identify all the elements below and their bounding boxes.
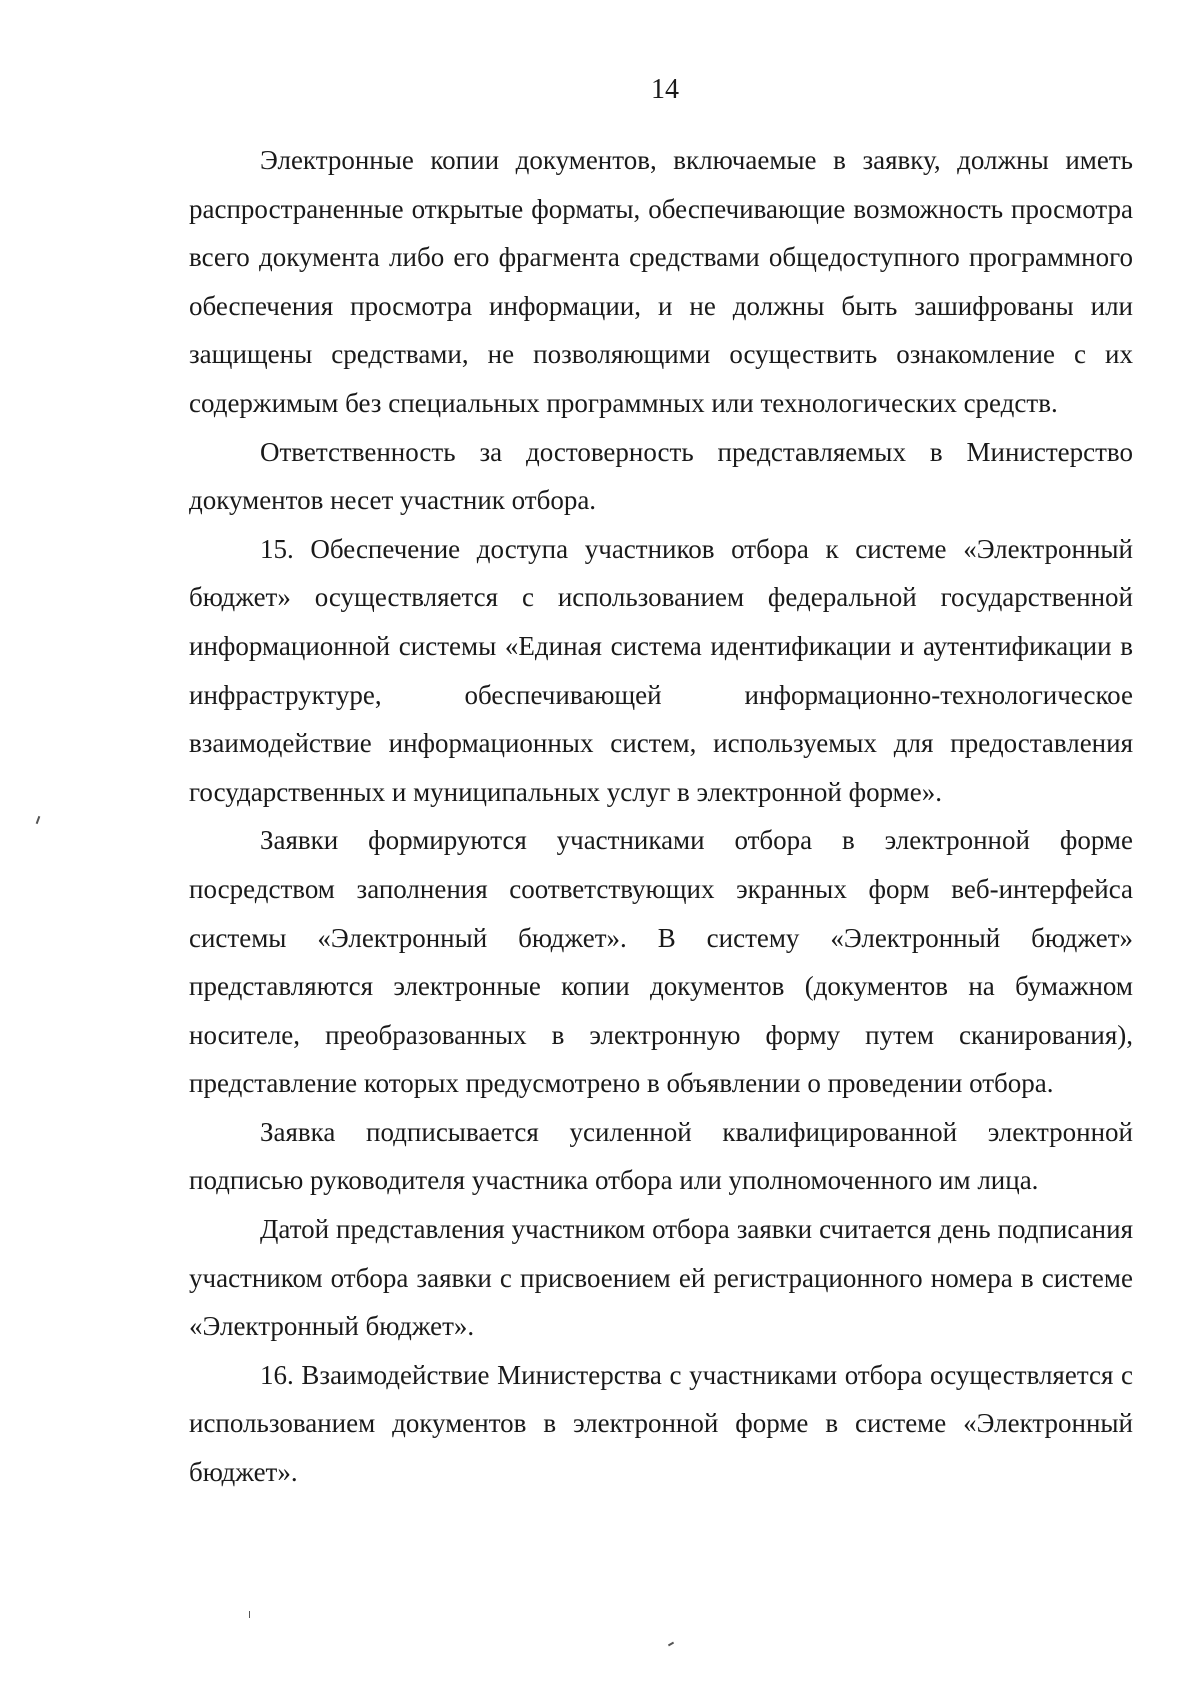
paragraph-electronic-copies: Электронные копии документов, включаемые в заявку, должны иметь распространенные открытые форматы, обеспечивающие возможность просмотра всего документа либо его фрагмента средствами общедоступного программного обеспечения просмотра информации, и не должны быть зашифрованы или защищены средствами, не позволяющими осуществить ознакомление с их содержимым без специальных программных или технологических средств. (189, 145, 1133, 418)
document-body (189, 136, 1133, 1497)
scan-mark (36, 816, 41, 824)
scan-mark (668, 1642, 674, 1647)
paragraph-application-signing: Заявка подписывается усиленной квалифицированной электронной подписью руководителя участника отбора или уполномоченного им лица. (189, 1116, 1133, 1196)
paragraph-applications-forming: Заявки формируются участниками отбора в электронной форме посредством заполнения соответствующих экранных форм веб-интерфейса системы «Электронный бюджет». В систему «Электронный бюджет» представляются электронные копии документов (документов на бумажном носителе, преобразованных в электронную форму путем сканирования), представление которых предусмотрено в объявлении о проведении отбора. (189, 825, 1133, 1099)
paragraph-item-15-access: 15. Обеспечение доступа участников отбора к системе «Электронный бюджет» осуществляется с использованием федеральной государственной информационной системы «Единая система идентификации и аутентификации в инфраструктуре, обеспечивающей информационно-технологическое взаимодействие информационных систем, используемых для предоставления государственных и муниципальных услуг в электронной форме». (189, 533, 1133, 807)
paragraph-item-16-interaction: 16. Взаимодействие Министерства с участниками отбора осуществляется с использованием документов в электронной форме в системе «Электронный бюджет». (189, 1359, 1133, 1488)
paragraph-submission-date: Датой представления участником отбора заявки считается день подписания участником отбора заявки с присвоением ей регистрационного номера в системе «Электронный бюджет». (189, 1214, 1133, 1342)
scan-mark (249, 1611, 250, 1618)
page-number: 14 (651, 74, 679, 105)
paragraph-responsibility: Ответственность за достоверность представляемых в Министерство документов несет участник отбора. (189, 436, 1133, 516)
